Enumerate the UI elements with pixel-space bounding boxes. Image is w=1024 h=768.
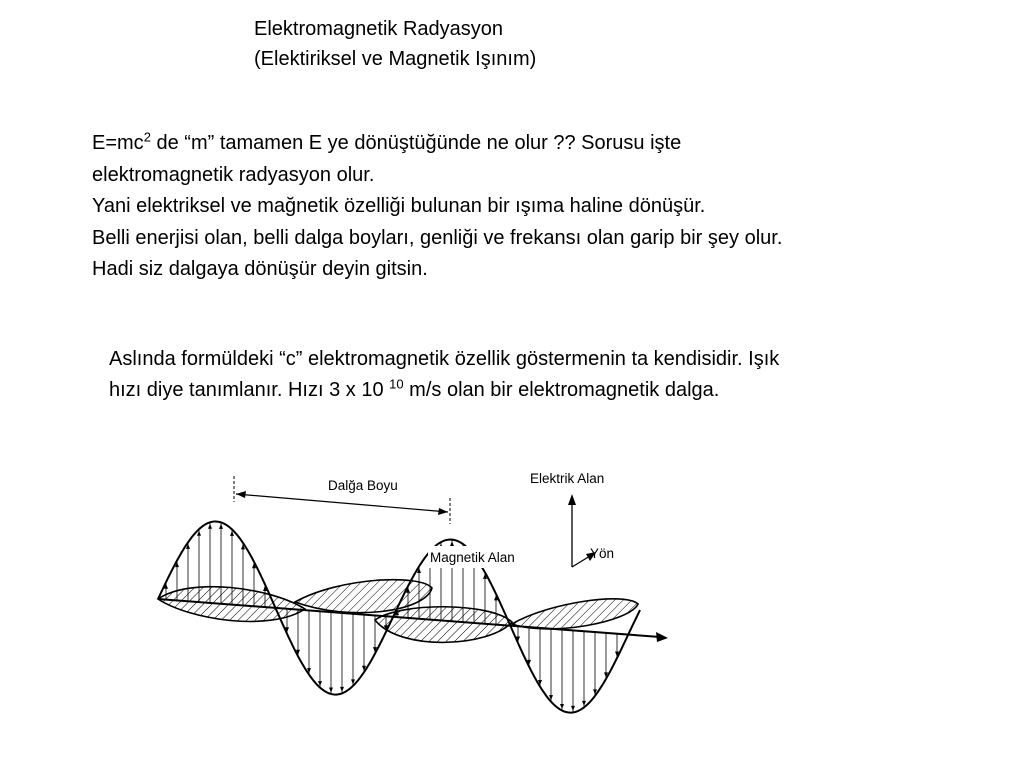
- paragraph1-line-5: Hadi siz dalgaya dönüşür deyin gitsin.: [92, 258, 428, 280]
- electric-vector-arrowhead: [571, 706, 575, 711]
- electric-vector-arrowhead: [340, 687, 344, 692]
- electric-vector-arrowhead: [208, 524, 212, 529]
- magnetic-field-label: Magnetik Alan: [430, 550, 515, 565]
- electric-axis-arrowhead: [568, 494, 576, 505]
- slide-title: [254, 14, 536, 74]
- paragraph-energy-mass: [92, 128, 1012, 286]
- paragraph-speed-of-light: [109, 344, 1009, 406]
- electric-vector-arrowhead: [560, 704, 564, 709]
- electric-vector-arrowhead: [329, 688, 333, 693]
- wavelength-marker: [234, 476, 450, 524]
- paragraph1-line-3: Yani elektriksel ve mağnetik özelliği bulunan bir ışıma haline dönüşür.: [92, 195, 706, 217]
- direction-label: Yön: [590, 546, 615, 561]
- axes-key: [530, 471, 614, 567]
- em-wave-diagram: [150, 462, 680, 714]
- paragraph2-line-2-end: m/s olan bir elektromagnetik dalga.: [403, 379, 720, 401]
- magnetic-lobe-2: [295, 580, 432, 613]
- paragraph1-line-1: [92, 128, 1012, 160]
- wavelength-label: Dalğa Boyu: [328, 478, 398, 493]
- magnetic-lobe-4: [512, 599, 638, 629]
- paragraph2-line-2: [109, 375, 1009, 406]
- magnetic-field-wave: [158, 580, 638, 643]
- formula-exponent: 2: [143, 129, 151, 145]
- title-line-2: (Elektiriksel ve Magnetik Işınım): [254, 48, 537, 70]
- axis-arrowhead: [656, 632, 668, 642]
- electric-vector-arrowhead: [450, 541, 454, 546]
- paragraph1-line-1-rest: de “m” tamamen E ye dönüştüğünde ne olur ?? Sorusu işte: [150, 132, 682, 154]
- paragraph1-line-4: Belli enerjisi olan, belli dalga boyları, genliği ve frekansı olan garip bir şey olur.: [92, 226, 783, 249]
- paragraph2-line-2-start: hızı diye tanımlanır. Hızı 3 x 10: [109, 379, 390, 401]
- title-line-1: Elektromagnetik Radyasyon: [254, 18, 504, 40]
- electric-vector-arrowhead: [219, 524, 223, 529]
- formula-base: E=mc: [92, 132, 144, 154]
- power-exponent: 10: [389, 376, 404, 392]
- paragraph1-line-2: elektromagnetik radyasyon olur.: [92, 163, 375, 186]
- paragraph2-line-1: Aslında formüldeki “c” elektromagnetik özellik göstermenin ta kendisidir. Işık: [109, 348, 780, 370]
- electric-field-label: Elektrik Alan: [530, 471, 605, 486]
